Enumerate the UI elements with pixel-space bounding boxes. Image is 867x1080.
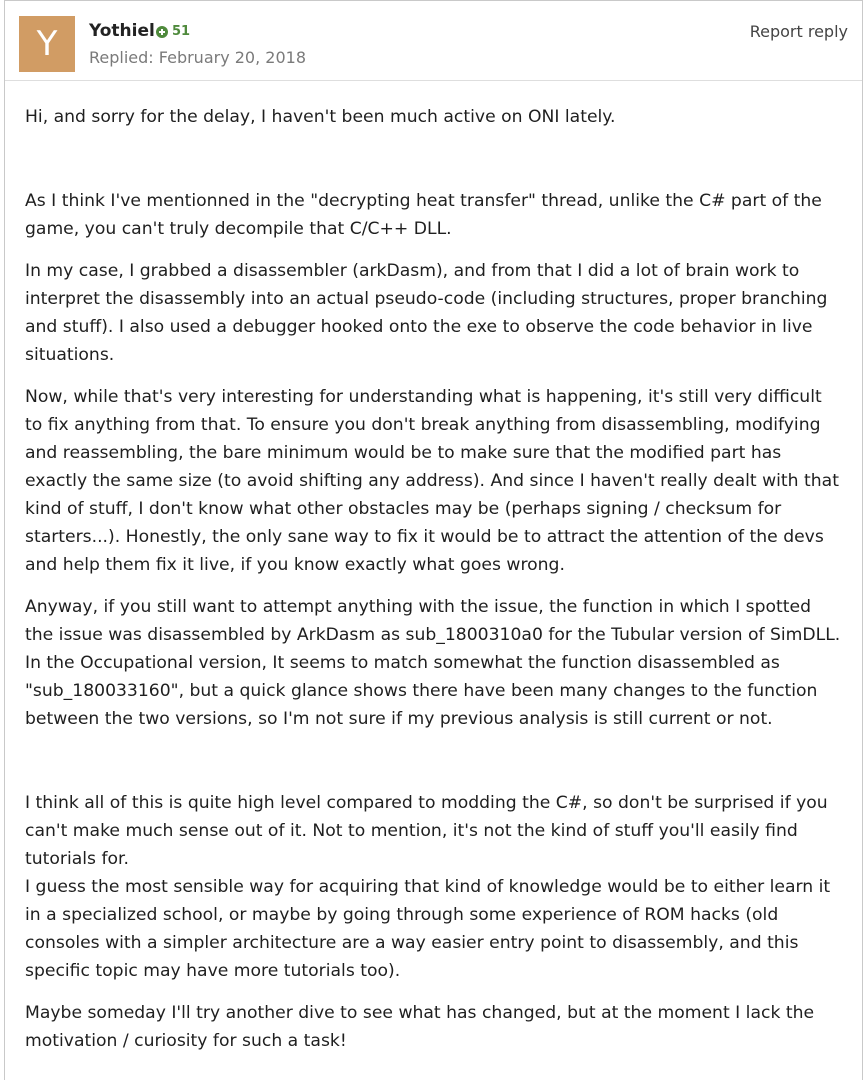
paragraph: Hi, and sorry for the delay, I haven't been much active on ONI lately. — [25, 107, 616, 127]
blank-line — [25, 145, 842, 173]
paragraph: In my case, I grabbed a disassembler (arkDasm), and from that I did a lot of brain work to interpret the disassembly into an actual pseudo-code (including structures, proper branching and stuff). I also used a debugger hooked onto the exe to observe the code behavior in live situations. — [25, 261, 828, 365]
paragraph: I guess the most sensible way for acquiring that kind of knowledge would be to either learn it in a specialized school, or maybe by going through some experience of ROM hacks (old consoles with a simpler architecture are a way easier entry point to disassembly, and this specific topic may have more tutorials too). — [25, 877, 831, 981]
report-reply-link[interactable]: Report reply — [749, 22, 848, 41]
paragraph: Now, while that's very interesting for understanding what is happening, it's still very difficult to fix anything from that. To ensure you don't break anything from disassembling, modifying and reassembling, the bare minimum would be to make sure that the modified part has exactly the same size (to avoid shifting any address). And since I haven't really dealt with that kind of stuff, I don't know what other obstacles may be (perhaps signing / checksum for starters...). Honestly, the only sane way to fix it would be to attract the attention of the devs and help them fix it live, if you know exactly what goes wrong. — [25, 387, 839, 575]
reputation-count: 51 — [172, 24, 191, 39]
forum-reply-post — [4, 0, 863, 1080]
blank-line — [25, 747, 842, 775]
paragraph: As I think I've mentionned in the "decrypting heat transfer" thread, unlike the C# part of the game, you can't truly decompile that C/C++ DLL. — [25, 191, 822, 239]
author-name[interactable]: Yothiel — [89, 21, 155, 41]
post-header — [5, 1, 862, 81]
paragraph: Maybe someday I'll try another dive to see what has changed, but at the moment I lack the motivation / curiosity for such a task! — [25, 1003, 815, 1051]
post-content — [5, 81, 862, 1055]
paragraph: In the Occupational version, It seems to match somewhat the function disassembled as "sub_180033160", but a quick glance shows there have been many changes to the function between the two versions, so I'm not sure if my previous analysis is still current or not. — [25, 653, 818, 729]
paragraph: I think all of this is quite high level compared to modding the C#, so don't be surprised if you can't make much sense out of it. Not to mention, it's not the kind of stuff you'll easily find tutorials for. — [25, 793, 828, 869]
plus-circle-icon — [156, 26, 168, 38]
paragraph: Anyway, if you still want to attempt anything with the issue, the function in which I spotted the issue was disassembled by ArkDasm as sub_1800310a0 for the Tubular version of SimDLL. — [25, 597, 841, 645]
avatar[interactable]: Y — [19, 16, 75, 72]
reputation-badge — [156, 24, 190, 39]
reply-date: Replied: February 20, 2018 — [89, 48, 306, 67]
